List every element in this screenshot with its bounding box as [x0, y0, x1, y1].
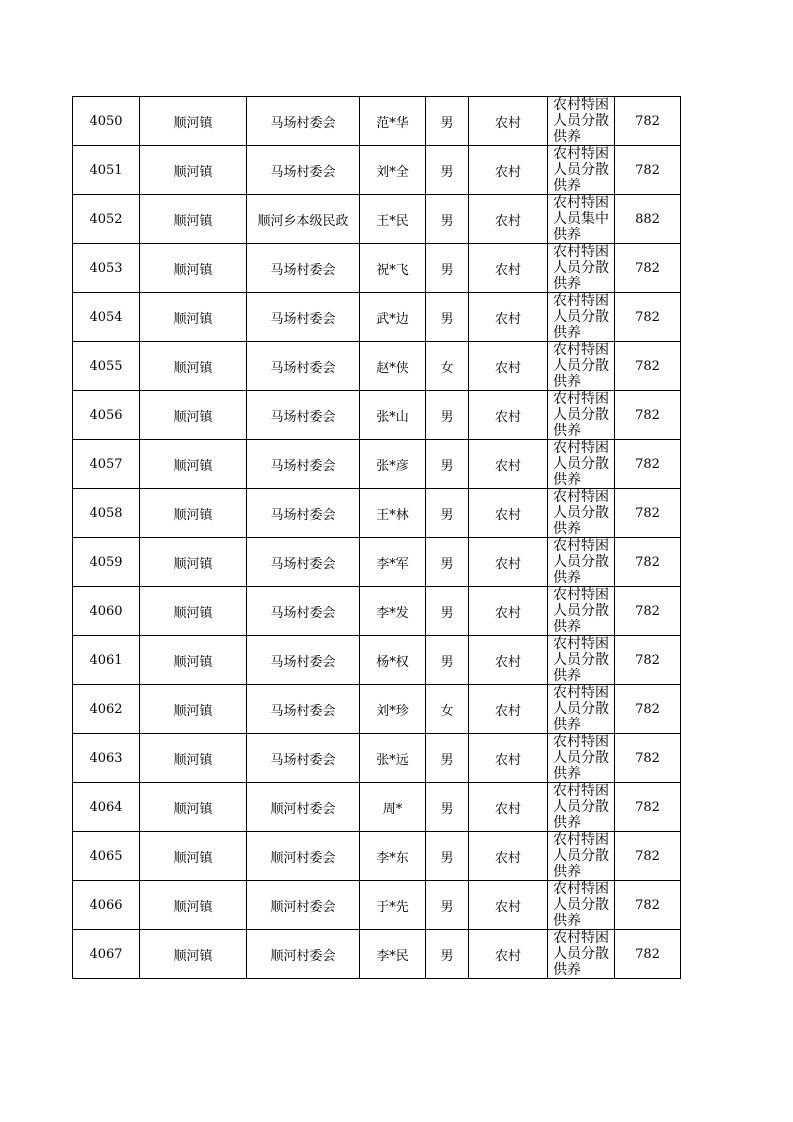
- table-row: [73, 587, 681, 636]
- type-cell: [548, 538, 615, 587]
- area-cell: 农村: [469, 538, 548, 587]
- area-cell: 农村: [469, 930, 548, 979]
- gender-cell: 男: [426, 489, 469, 538]
- gender-cell: 女: [426, 342, 469, 391]
- id-cell: 4063: [73, 734, 140, 783]
- gender-cell: 男: [426, 97, 469, 146]
- type-text: 农村特困人员分散供养: [553, 587, 609, 635]
- amount-cell: 882: [615, 195, 681, 244]
- name-cell: 张*远: [360, 734, 426, 783]
- amount-cell: 782: [615, 930, 681, 979]
- town-cell: 顺河镇: [140, 636, 247, 685]
- name-cell: 张*山: [360, 391, 426, 440]
- table-row: [73, 489, 681, 538]
- town-cell: 顺河镇: [140, 440, 247, 489]
- table-row: [73, 391, 681, 440]
- name-cell: 李*东: [360, 832, 426, 881]
- type-cell: [548, 440, 615, 489]
- gender-cell: 男: [426, 881, 469, 930]
- table-row: [73, 881, 681, 930]
- type-text: 农村特困人员分散供养: [553, 538, 609, 586]
- village-cell: 马场村委会: [247, 293, 360, 342]
- town-cell: 顺河镇: [140, 930, 247, 979]
- amount-cell: 782: [615, 734, 681, 783]
- area-cell: 农村: [469, 489, 548, 538]
- gender-cell: 男: [426, 440, 469, 489]
- area-cell: 农村: [469, 244, 548, 293]
- gender-cell: 男: [426, 832, 469, 881]
- type-text: 农村特困人员分散供养: [553, 930, 609, 978]
- id-cell: 4062: [73, 685, 140, 734]
- name-cell: 于*先: [360, 881, 426, 930]
- type-cell: [548, 636, 615, 685]
- amount-cell: 782: [615, 391, 681, 440]
- village-cell: 顺河村委会: [247, 783, 360, 832]
- gender-cell: 男: [426, 146, 469, 195]
- village-cell: 顺河乡本级民政: [247, 195, 360, 244]
- id-cell: 4056: [73, 391, 140, 440]
- table-row: [73, 734, 681, 783]
- type-cell: [548, 293, 615, 342]
- area-cell: 农村: [469, 440, 548, 489]
- amount-cell: 782: [615, 783, 681, 832]
- type-text: 农村特困人员分散供养: [553, 293, 609, 341]
- id-cell: 4059: [73, 538, 140, 587]
- type-cell: [548, 391, 615, 440]
- type-cell: [548, 685, 615, 734]
- name-cell: 李*发: [360, 587, 426, 636]
- gender-cell: 女: [426, 685, 469, 734]
- village-cell: 顺河村委会: [247, 930, 360, 979]
- name-cell: 王*林: [360, 489, 426, 538]
- type-text: 农村特困人员分散供养: [553, 734, 609, 782]
- gender-cell: 男: [426, 293, 469, 342]
- village-cell: 马场村委会: [247, 146, 360, 195]
- type-cell: [548, 146, 615, 195]
- type-text: 农村特困人员分散供养: [553, 146, 609, 194]
- type-cell: [548, 783, 615, 832]
- type-cell: [548, 244, 615, 293]
- village-cell: 马场村委会: [247, 97, 360, 146]
- amount-cell: 782: [615, 244, 681, 293]
- amount-cell: 782: [615, 97, 681, 146]
- village-cell: 马场村委会: [247, 538, 360, 587]
- amount-cell: 782: [615, 342, 681, 391]
- gender-cell: 男: [426, 734, 469, 783]
- name-cell: 祝*飞: [360, 244, 426, 293]
- town-cell: 顺河镇: [140, 244, 247, 293]
- table-row: [73, 293, 681, 342]
- village-cell: 马场村委会: [247, 489, 360, 538]
- area-cell: 农村: [469, 636, 548, 685]
- amount-cell: 782: [615, 587, 681, 636]
- table-row: [73, 832, 681, 881]
- type-text: 农村特困人员分散供养: [553, 97, 609, 145]
- area-cell: 农村: [469, 146, 548, 195]
- type-text: 农村特困人员分散供养: [553, 489, 609, 537]
- town-cell: 顺河镇: [140, 146, 247, 195]
- type-cell: [548, 587, 615, 636]
- table-body: [73, 97, 681, 979]
- gender-cell: 男: [426, 391, 469, 440]
- type-text: 农村特困人员分散供养: [553, 391, 609, 439]
- town-cell: 顺河镇: [140, 342, 247, 391]
- village-cell: 马场村委会: [247, 244, 360, 293]
- town-cell: 顺河镇: [140, 832, 247, 881]
- id-cell: 4055: [73, 342, 140, 391]
- type-text: 农村特困人员分散供养: [553, 685, 609, 733]
- type-cell: [548, 832, 615, 881]
- table-row: [73, 195, 681, 244]
- id-cell: 4054: [73, 293, 140, 342]
- amount-cell: 782: [615, 832, 681, 881]
- table-row: [73, 97, 681, 146]
- town-cell: 顺河镇: [140, 195, 247, 244]
- type-cell: [548, 489, 615, 538]
- type-text: 农村特困人员分散供养: [553, 832, 609, 880]
- id-cell: 4053: [73, 244, 140, 293]
- type-cell: [548, 734, 615, 783]
- village-cell: 马场村委会: [247, 391, 360, 440]
- amount-cell: 782: [615, 636, 681, 685]
- id-cell: 4052: [73, 195, 140, 244]
- area-cell: 农村: [469, 783, 548, 832]
- id-cell: 4057: [73, 440, 140, 489]
- name-cell: 刘*全: [360, 146, 426, 195]
- area-cell: 农村: [469, 734, 548, 783]
- area-cell: 农村: [469, 685, 548, 734]
- name-cell: 赵*侠: [360, 342, 426, 391]
- amount-cell: 782: [615, 440, 681, 489]
- area-cell: 农村: [469, 587, 548, 636]
- village-cell: 顺河村委会: [247, 832, 360, 881]
- type-cell: [548, 930, 615, 979]
- town-cell: 顺河镇: [140, 538, 247, 587]
- name-cell: 李*军: [360, 538, 426, 587]
- id-cell: 4050: [73, 97, 140, 146]
- id-cell: 4066: [73, 881, 140, 930]
- name-cell: 武*边: [360, 293, 426, 342]
- name-cell: 张*彦: [360, 440, 426, 489]
- gender-cell: 男: [426, 587, 469, 636]
- type-text: 农村特困人员分散供养: [553, 636, 609, 684]
- type-text: 农村特困人员集中供养: [553, 195, 609, 243]
- type-text: 农村特困人员分散供养: [553, 783, 609, 831]
- amount-cell: 782: [615, 881, 681, 930]
- id-cell: 4064: [73, 783, 140, 832]
- town-cell: 顺河镇: [140, 293, 247, 342]
- id-cell: 4060: [73, 587, 140, 636]
- town-cell: 顺河镇: [140, 685, 247, 734]
- type-cell: [548, 97, 615, 146]
- type-cell: [548, 342, 615, 391]
- area-cell: 农村: [469, 391, 548, 440]
- area-cell: 农村: [469, 293, 548, 342]
- amount-cell: 782: [615, 489, 681, 538]
- area-cell: 农村: [469, 195, 548, 244]
- name-cell: 刘*珍: [360, 685, 426, 734]
- gender-cell: 男: [426, 244, 469, 293]
- table-row: [73, 538, 681, 587]
- village-cell: 顺河村委会: [247, 881, 360, 930]
- gender-cell: 男: [426, 636, 469, 685]
- id-cell: 4067: [73, 930, 140, 979]
- table-row: [73, 636, 681, 685]
- village-cell: 马场村委会: [247, 734, 360, 783]
- type-cell: [548, 195, 615, 244]
- gender-cell: 男: [426, 930, 469, 979]
- id-cell: 4061: [73, 636, 140, 685]
- gender-cell: 男: [426, 195, 469, 244]
- town-cell: 顺河镇: [140, 97, 247, 146]
- amount-cell: 782: [615, 146, 681, 195]
- table-row: [73, 440, 681, 489]
- table-row: [73, 930, 681, 979]
- id-cell: 4065: [73, 832, 140, 881]
- village-cell: 马场村委会: [247, 587, 360, 636]
- name-cell: 周*: [360, 783, 426, 832]
- gender-cell: 男: [426, 538, 469, 587]
- name-cell: 范*华: [360, 97, 426, 146]
- town-cell: 顺河镇: [140, 734, 247, 783]
- amount-cell: 782: [615, 685, 681, 734]
- type-text: 农村特困人员分散供养: [553, 881, 609, 929]
- area-cell: 农村: [469, 342, 548, 391]
- type-text: 农村特困人员分散供养: [553, 244, 609, 292]
- amount-cell: 782: [615, 293, 681, 342]
- id-cell: 4051: [73, 146, 140, 195]
- name-cell: 王*民: [360, 195, 426, 244]
- table-row: [73, 783, 681, 832]
- type-cell: [548, 881, 615, 930]
- town-cell: 顺河镇: [140, 783, 247, 832]
- table-row: [73, 146, 681, 195]
- area-cell: 农村: [469, 832, 548, 881]
- records-table: [72, 96, 681, 979]
- village-cell: 马场村委会: [247, 342, 360, 391]
- town-cell: 顺河镇: [140, 489, 247, 538]
- type-text: 农村特困人员分散供养: [553, 440, 609, 488]
- type-text: 农村特困人员分散供养: [553, 342, 609, 390]
- amount-cell: 782: [615, 538, 681, 587]
- village-cell: 马场村委会: [247, 685, 360, 734]
- table-row: [73, 685, 681, 734]
- village-cell: 马场村委会: [247, 636, 360, 685]
- table-row: [73, 342, 681, 391]
- gender-cell: 男: [426, 783, 469, 832]
- name-cell: 李*民: [360, 930, 426, 979]
- town-cell: 顺河镇: [140, 391, 247, 440]
- area-cell: 农村: [469, 97, 548, 146]
- village-cell: 马场村委会: [247, 440, 360, 489]
- town-cell: 顺河镇: [140, 587, 247, 636]
- name-cell: 杨*权: [360, 636, 426, 685]
- table-row: [73, 244, 681, 293]
- area-cell: 农村: [469, 881, 548, 930]
- town-cell: 顺河镇: [140, 881, 247, 930]
- id-cell: 4058: [73, 489, 140, 538]
